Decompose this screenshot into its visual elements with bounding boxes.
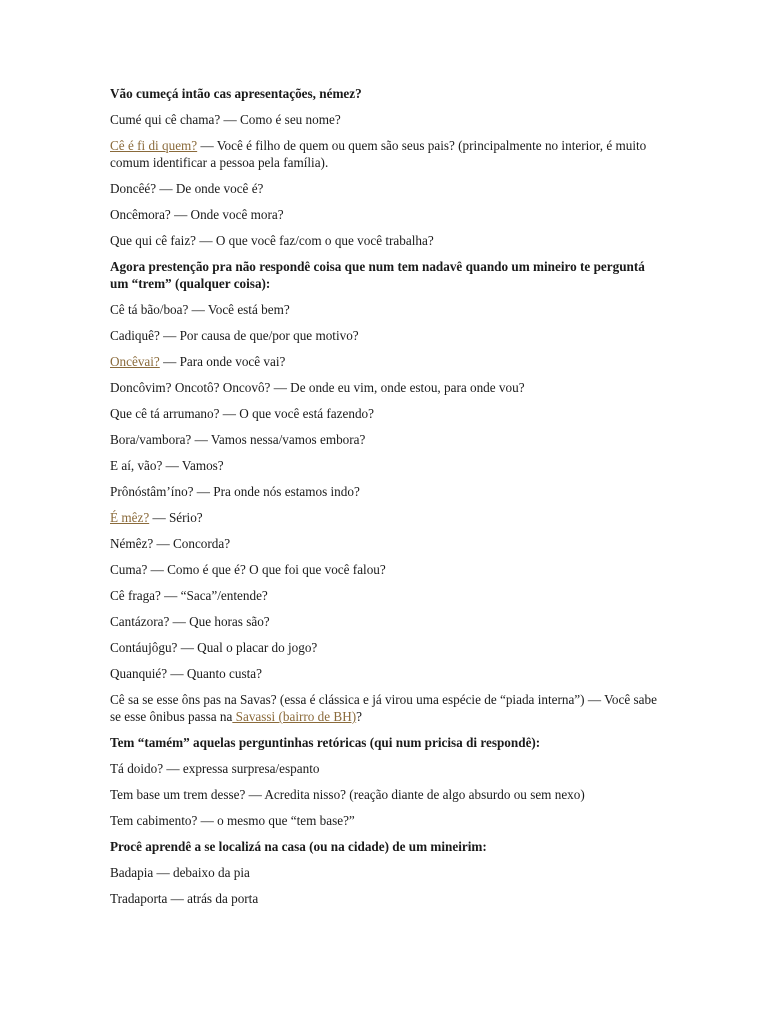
paragraph-text: Cumé qui cê chama? — Como é seu nome? bbox=[110, 112, 341, 127]
paragraph bbox=[110, 509, 658, 526]
paragraph bbox=[110, 691, 658, 725]
paragraph-text: Badapia — debaixo da pia bbox=[110, 865, 250, 880]
paragraph bbox=[110, 786, 658, 803]
paragraph-text: Tem cabimento? — o mesmo que “tem base?” bbox=[110, 813, 355, 828]
paragraph bbox=[110, 301, 658, 318]
paragraph-text: Bora/vambora? — Vamos nessa/vamos embora? bbox=[110, 432, 366, 447]
paragraph-text: Quanquié? — Quanto custa? bbox=[110, 666, 262, 681]
paragraph bbox=[110, 812, 658, 829]
paragraph-text: Procê aprendê a se localizá na casa (ou na cidade) de um mineirim: bbox=[110, 839, 487, 854]
inline-link[interactable]: Cê é fi di quem? bbox=[110, 138, 198, 153]
paragraph-text: Cadiquê? — Por causa de que/por que motivo? bbox=[110, 328, 359, 343]
paragraph-text: Cê sa se esse ôns pas na Savas? (essa é clássica e já virou uma espécie de “piada interna”) — Você sabe se esse ônibus passa na bbox=[110, 692, 657, 724]
paragraph-text: Oncêmora? — Onde você mora? bbox=[110, 207, 284, 222]
paragraph-text: Prônóstâm’íno? — Pra onde nós estamos indo? bbox=[110, 484, 360, 499]
paragraph bbox=[110, 137, 658, 171]
section-heading bbox=[110, 838, 658, 855]
paragraph bbox=[110, 890, 658, 907]
paragraph bbox=[110, 111, 658, 128]
section-heading bbox=[110, 258, 658, 292]
paragraph bbox=[110, 206, 658, 223]
section-heading bbox=[110, 85, 658, 102]
inline-link[interactable]: É mêz? bbox=[110, 510, 150, 525]
paragraph-text: — Você é filho de quem ou quem são seus pais? (principalmente no interior, é muito comum identificar a pessoa pela família). bbox=[110, 138, 647, 170]
paragraph-text: E aí, vão? — Vamos? bbox=[110, 458, 224, 473]
paragraph-text: Tá doido? — expressa surpresa/espanto bbox=[110, 761, 320, 776]
paragraph-text: — Sério? bbox=[149, 510, 203, 525]
paragraph-text: ? bbox=[356, 709, 362, 724]
paragraph-text: Cê tá bão/boa? — Você está bem? bbox=[110, 302, 290, 317]
section-heading bbox=[110, 734, 658, 751]
paragraph-text: Contáujôgu? — Qual o placar do jogo? bbox=[110, 640, 318, 655]
paragraph bbox=[110, 561, 658, 578]
paragraph bbox=[110, 639, 658, 656]
paragraph-text: Némêz? — Concorda? bbox=[110, 536, 231, 551]
paragraph-text: Cuma? — Como é que é? O que foi que você falou? bbox=[110, 562, 386, 577]
document-body bbox=[110, 85, 658, 907]
paragraph-text: Doncêé? — De onde você é? bbox=[110, 181, 264, 196]
paragraph-text: Cê fraga? — “Saca”/entende? bbox=[110, 588, 268, 603]
paragraph-text: Tradaporta — atrás da porta bbox=[110, 891, 259, 906]
paragraph-text: Doncôvim? Oncotô? Oncovô? — De onde eu vim, onde estou, para onde vou? bbox=[110, 380, 525, 395]
paragraph bbox=[110, 353, 658, 370]
paragraph bbox=[110, 457, 658, 474]
paragraph bbox=[110, 535, 658, 552]
paragraph bbox=[110, 760, 658, 777]
paragraph bbox=[110, 180, 658, 197]
paragraph-text: Vão cumeçá intão cas apresentações, némez? bbox=[110, 86, 362, 101]
paragraph bbox=[110, 483, 658, 500]
paragraph bbox=[110, 587, 658, 604]
paragraph bbox=[110, 327, 658, 344]
paragraph-text: Cantázora? — Que horas são? bbox=[110, 614, 270, 629]
paragraph bbox=[110, 232, 658, 249]
inline-link[interactable]: Oncêvai? bbox=[110, 354, 160, 369]
paragraph-text: Que qui cê faiz? — O que você faz/com o que você trabalha? bbox=[110, 233, 434, 248]
paragraph bbox=[110, 613, 658, 630]
paragraph bbox=[110, 864, 658, 881]
paragraph-text: Agora prestenção pra não respondê coisa que num tem nadavê quando um mineiro te perguntá um “trem” (qualquer coisa): bbox=[110, 259, 645, 291]
paragraph-text: Tem “tamém” aquelas perguntinhas retóricas (qui num pricisa di respondê): bbox=[110, 735, 541, 750]
paragraph bbox=[110, 379, 658, 396]
paragraph bbox=[110, 665, 658, 682]
paragraph-text: — Para onde você vai? bbox=[159, 354, 286, 369]
paragraph bbox=[110, 431, 658, 448]
paragraph-text: Que cê tá arrumano? — O que você está fazendo? bbox=[110, 406, 374, 421]
paragraph bbox=[110, 405, 658, 422]
paragraph-text: Tem base um trem desse? — Acredita nisso? (reação diante de algo absurdo ou sem nexo) bbox=[110, 787, 585, 802]
inline-link[interactable]: Savassi (bairro de BH) bbox=[232, 709, 357, 724]
